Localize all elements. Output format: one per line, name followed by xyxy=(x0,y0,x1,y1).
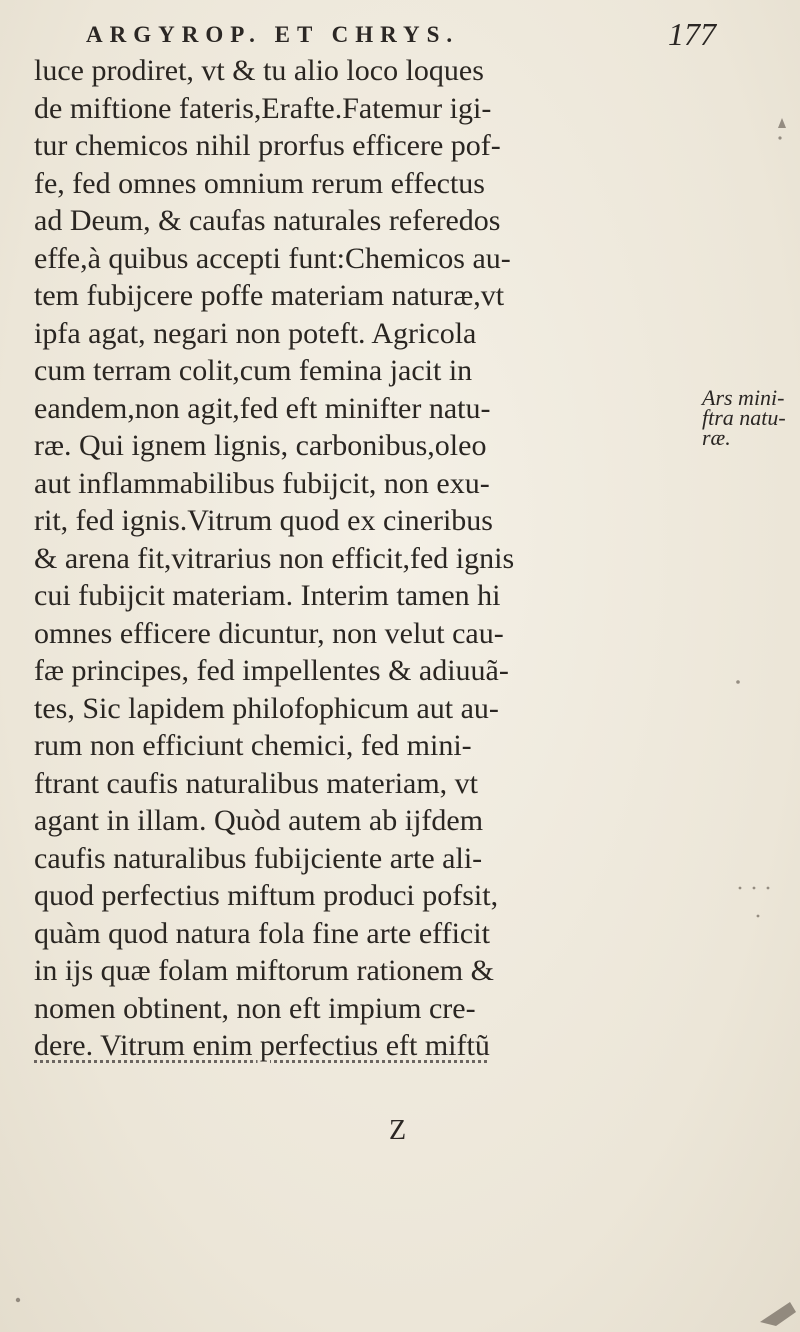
text-line: tes, Sic lapidem philofophicum aut au- xyxy=(34,691,499,725)
text-line: quàm quod natura fola fine arte efficit xyxy=(34,916,490,950)
text-line: ræ. Qui ignem lignis, carbonibus,oleo xyxy=(34,429,487,462)
marginal-note-line: ftra natu- xyxy=(702,405,786,430)
ink-speck xyxy=(739,887,742,890)
running-head: ARGYROP. ET CHRYS. xyxy=(86,22,460,47)
text-line: nomen obtinent, non eft impium cre- xyxy=(34,991,476,1025)
signature-mark: Z xyxy=(389,1115,407,1146)
text-line: fe, fed omnes omnium rerum effectus xyxy=(34,166,485,200)
ink-speck xyxy=(757,915,760,918)
text-line: & arena fit,vitrarius non efficit,fed ignis xyxy=(34,541,515,575)
text-line: in ijs quæ folam miftorum rationem & xyxy=(34,954,494,987)
text-line: tem fubijcere poffe materiam naturæ,vt xyxy=(34,279,505,312)
text-line: omnes efficere dicuntur, non velut cau- xyxy=(34,616,504,650)
ink-speck xyxy=(16,1298,20,1302)
text-line: agant in illam. Quòd autem ab ijfdem xyxy=(34,804,484,837)
text-line: dere. Vitrum enim perfectius eft miftũ xyxy=(34,1029,490,1062)
text-line: luce prodiret, vt & tu alio loco loques xyxy=(34,54,484,87)
ink-speck xyxy=(736,680,740,684)
text-line: cum terram colit,cum femina jacit in xyxy=(34,354,473,387)
ink-speck xyxy=(767,887,770,890)
text-line: effe,à quibus accepti funt:Chemicos au- xyxy=(34,241,511,275)
ink-speck xyxy=(778,136,781,139)
ink-speck xyxy=(760,1302,796,1326)
text-line: fæ principes, fed impellentes & adiuuã- xyxy=(34,654,509,687)
text-line: ad Deum, & caufas naturales referedos xyxy=(34,204,501,237)
text-line: aut inflammabilibus fubijcit, non exu- xyxy=(34,466,490,500)
text-line: cui fubijcit materiam. Interim tamen hi xyxy=(34,579,501,612)
text-line: rum non efficiunt chemici, fed mini- xyxy=(34,729,472,762)
text-line: caufis naturalibus fubijciente arte ali- xyxy=(34,841,483,875)
text-line: ipfa agat, negari non poteft. Agricola xyxy=(34,316,477,350)
text-line: quod perfectius miftum produci pofsit, xyxy=(34,879,499,912)
ink-speck xyxy=(778,118,786,128)
text-line: rit, fed ignis.Vitrum quod ex cineribus xyxy=(34,504,493,537)
marginal-note-line: Ars mini- xyxy=(702,385,785,410)
text-line: ftrant caufis naturalibus materiam, vt xyxy=(34,766,479,800)
text-line: eandem,non agit,fed eft minifter natu- xyxy=(34,391,491,425)
page-number: 177 xyxy=(668,16,716,52)
ink-speck xyxy=(753,887,756,890)
marginal-note-line: ræ. xyxy=(702,425,731,450)
text-line: de miftione fateris,Erafte.Fatemur igi- xyxy=(34,91,492,125)
text-line: tur chemicos nihil prorfus efficere pof- xyxy=(34,129,501,162)
